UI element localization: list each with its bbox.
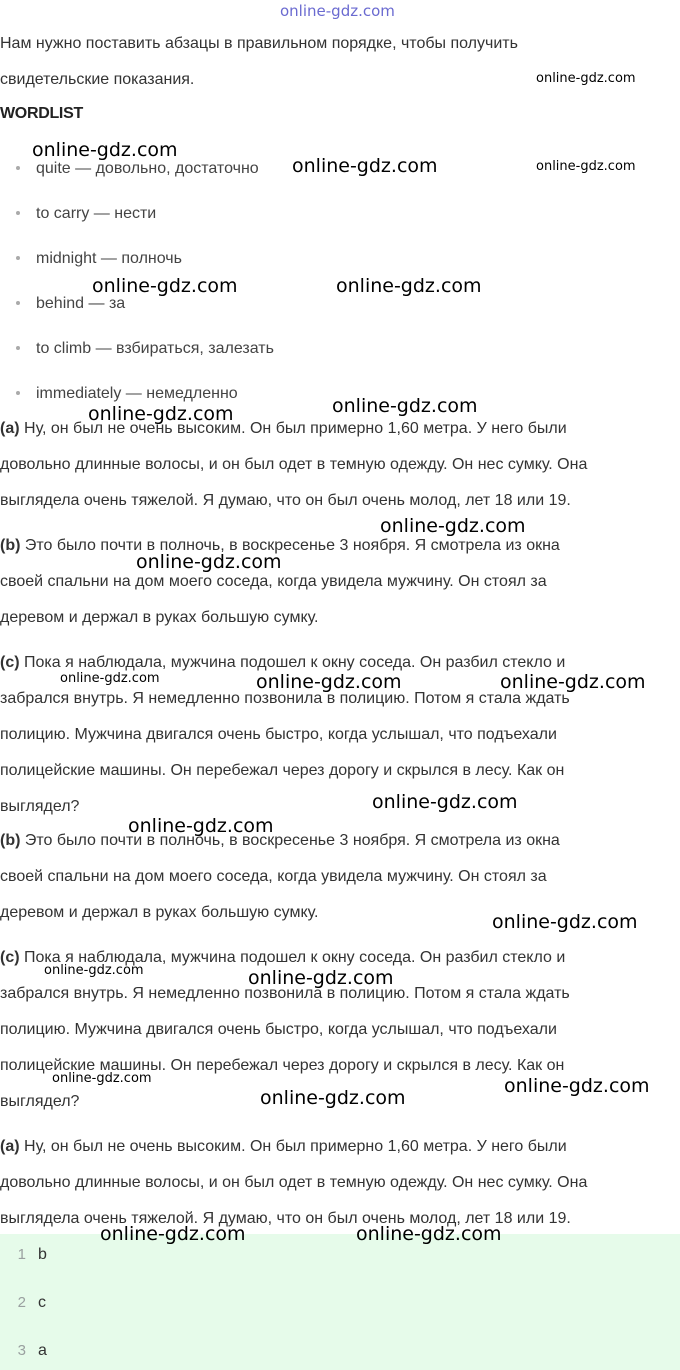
watermark: online-gdz.com xyxy=(380,515,526,537)
bullet-icon xyxy=(16,166,20,170)
wordlist-item-text: to climb — взбираться, залезать xyxy=(36,340,274,357)
bullet-icon xyxy=(16,211,20,215)
paragraph-b-line-3: деревом и держал в руках большую сумку. xyxy=(0,609,319,626)
watermark: online-gdz.com xyxy=(536,71,636,86)
paragraph-text: Пока я наблюдала, мужчина подошел к окну соседа. Он разбил стекло и xyxy=(19,654,566,671)
paragraph-c-line-5: выглядел? xyxy=(0,1093,80,1110)
watermark: online-gdz.com xyxy=(292,155,438,177)
watermark: online-gdz.com xyxy=(60,671,160,686)
watermark: online-gdz.com xyxy=(332,395,478,417)
wordlist-item xyxy=(16,384,238,404)
answer-block xyxy=(0,1234,680,1370)
watermark: online-gdz.com xyxy=(256,671,402,693)
paragraph-a-line-2: довольно длинные волосы, и он был одет в темную одежду. Он нес сумку. Она xyxy=(0,456,588,473)
wordlist-title: WORDLIST xyxy=(0,105,83,122)
wordlist-item-text: to carry — нести xyxy=(36,205,157,222)
answer-value: c xyxy=(38,1294,46,1311)
wordlist-item xyxy=(16,339,274,359)
paragraph-c-line-3: полицию. Мужчина двигался очень быстро, когда услышал, что подъехали xyxy=(0,726,557,743)
answer-number: 2 xyxy=(17,1294,26,1311)
paragraph-text: Ну, он был не очень высоким. Он был примерно 1,60 метра. У него были xyxy=(19,420,567,437)
watermark: online-gdz.com xyxy=(504,1075,650,1097)
paragraph-b-line-2: своей спальни на дом моего соседа, когда увидела мужчину. Он стоял за xyxy=(0,573,547,590)
paragraph-a-line-1 xyxy=(0,419,567,439)
watermark: online-gdz.com xyxy=(248,967,394,989)
answer-value: b xyxy=(38,1246,47,1263)
watermark: online-gdz.com xyxy=(44,963,144,978)
paragraph-text: Пока я наблюдала, мужчина подошел к окну соседа. Он разбил стекло и xyxy=(19,949,566,966)
watermark: online-gdz.com xyxy=(336,275,482,297)
answer-number: 1 xyxy=(17,1246,26,1263)
paragraph-label: (b) xyxy=(0,537,21,554)
wordlist-item xyxy=(16,249,182,269)
watermark: online-gdz.com xyxy=(52,1071,152,1086)
paragraph-label: (a) xyxy=(0,1138,20,1155)
answer-row xyxy=(0,1293,46,1313)
intro-line-1: Нам нужно поставить абзацы в правильном порядке, чтобы получить xyxy=(0,35,518,52)
watermark: online-gdz.com xyxy=(88,403,234,425)
watermark: online-gdz.com xyxy=(500,671,646,693)
paragraph-a-line-2: довольно длинные волосы, и он был одет в темную одежду. Он нес сумку. Она xyxy=(0,1174,588,1191)
watermark: online-gdz.com xyxy=(136,551,282,573)
answer-value: a xyxy=(38,1342,47,1359)
watermark: online-gdz.com xyxy=(536,159,636,174)
paragraph-label: (b) xyxy=(0,832,21,849)
wordlist-item xyxy=(16,204,156,224)
watermark: online-gdz.com xyxy=(372,791,518,813)
watermark: online-gdz.com xyxy=(492,911,638,933)
paragraph-c-line-5: выглядел? xyxy=(0,798,80,815)
paragraph-text: Ну, он был не очень высоким. Он был примерно 1,60 метра. У него были xyxy=(19,1138,567,1155)
bullet-icon xyxy=(16,256,20,260)
wordlist-item-text: behind — за xyxy=(36,295,126,312)
paragraph-a-line-3: выглядела очень тяжелой. Я думаю, что он был очень молод, лет 18 или 19. xyxy=(0,492,571,509)
paragraph-text: Это было почти в полночь, в воскресенье 3 ноября. Я смотрела из окна xyxy=(20,832,560,849)
paragraph-c-line-1 xyxy=(0,653,565,673)
wordlist-item xyxy=(16,294,125,314)
bullet-icon xyxy=(16,391,20,395)
answer-row xyxy=(0,1245,47,1265)
watermark: online-gdz.com xyxy=(128,815,274,837)
watermark: online-gdz.com xyxy=(32,139,178,161)
wordlist-item-text: midnight — полночь xyxy=(36,250,182,267)
wordlist-item-text: quite — довольно, достаточно xyxy=(36,160,259,177)
wordlist-item-text: immediately — немедленно xyxy=(36,385,238,402)
paragraph-c-line-2: забрался внутрь. Я немедленно позвонила в полицию. Потом я стала ждать xyxy=(0,690,570,707)
paragraph-b-line-3: деревом и держал в руках большую сумку. xyxy=(0,904,319,921)
paragraph-a-line-1 xyxy=(0,1137,567,1157)
watermark: online-gdz.com xyxy=(100,1223,246,1245)
watermark: online-gdz.com xyxy=(356,1223,502,1245)
paragraph-c-line-3: полицию. Мужчина двигался очень быстро, когда услышал, что подъехали xyxy=(0,1021,557,1038)
paragraph-label: (c) xyxy=(0,949,20,966)
paragraph-b-line-2: своей спальни на дом моего соседа, когда увидела мужчину. Он стоял за xyxy=(0,868,547,885)
paragraph-c-line-2: забрался внутрь. Я немедленно позвонила в полицию. Потом я стала ждать xyxy=(0,985,570,1002)
paragraph-c-line-4: полицейские машины. Он перебежал через дорогу и скрылся в лесу. Как он xyxy=(0,1057,565,1074)
paragraph-b-line-1 xyxy=(0,831,560,851)
watermark: online-gdz.com xyxy=(260,1087,406,1109)
paragraph-label: (c) xyxy=(0,654,20,671)
wordlist-item xyxy=(16,159,259,179)
intro-line-2: свидетельские показания. xyxy=(0,71,195,88)
bullet-icon xyxy=(16,346,20,350)
bullet-icon xyxy=(16,301,20,305)
top-watermark: online-gdz.com xyxy=(280,2,395,20)
answer-number: 3 xyxy=(17,1342,26,1359)
watermark: online-gdz.com xyxy=(92,275,238,297)
paragraph-a-line-3: выглядела очень тяжелой. Я думаю, что он был очень молод, лет 18 или 19. xyxy=(0,1210,571,1227)
paragraph-text: Это было почти в полночь, в воскресенье 3 ноября. Я смотрела из окна xyxy=(20,537,560,554)
answer-row xyxy=(0,1341,47,1361)
paragraph-c-line-4: полицейские машины. Он перебежал через дорогу и скрылся в лесу. Как он xyxy=(0,762,565,779)
paragraph-label: (a) xyxy=(0,420,20,437)
